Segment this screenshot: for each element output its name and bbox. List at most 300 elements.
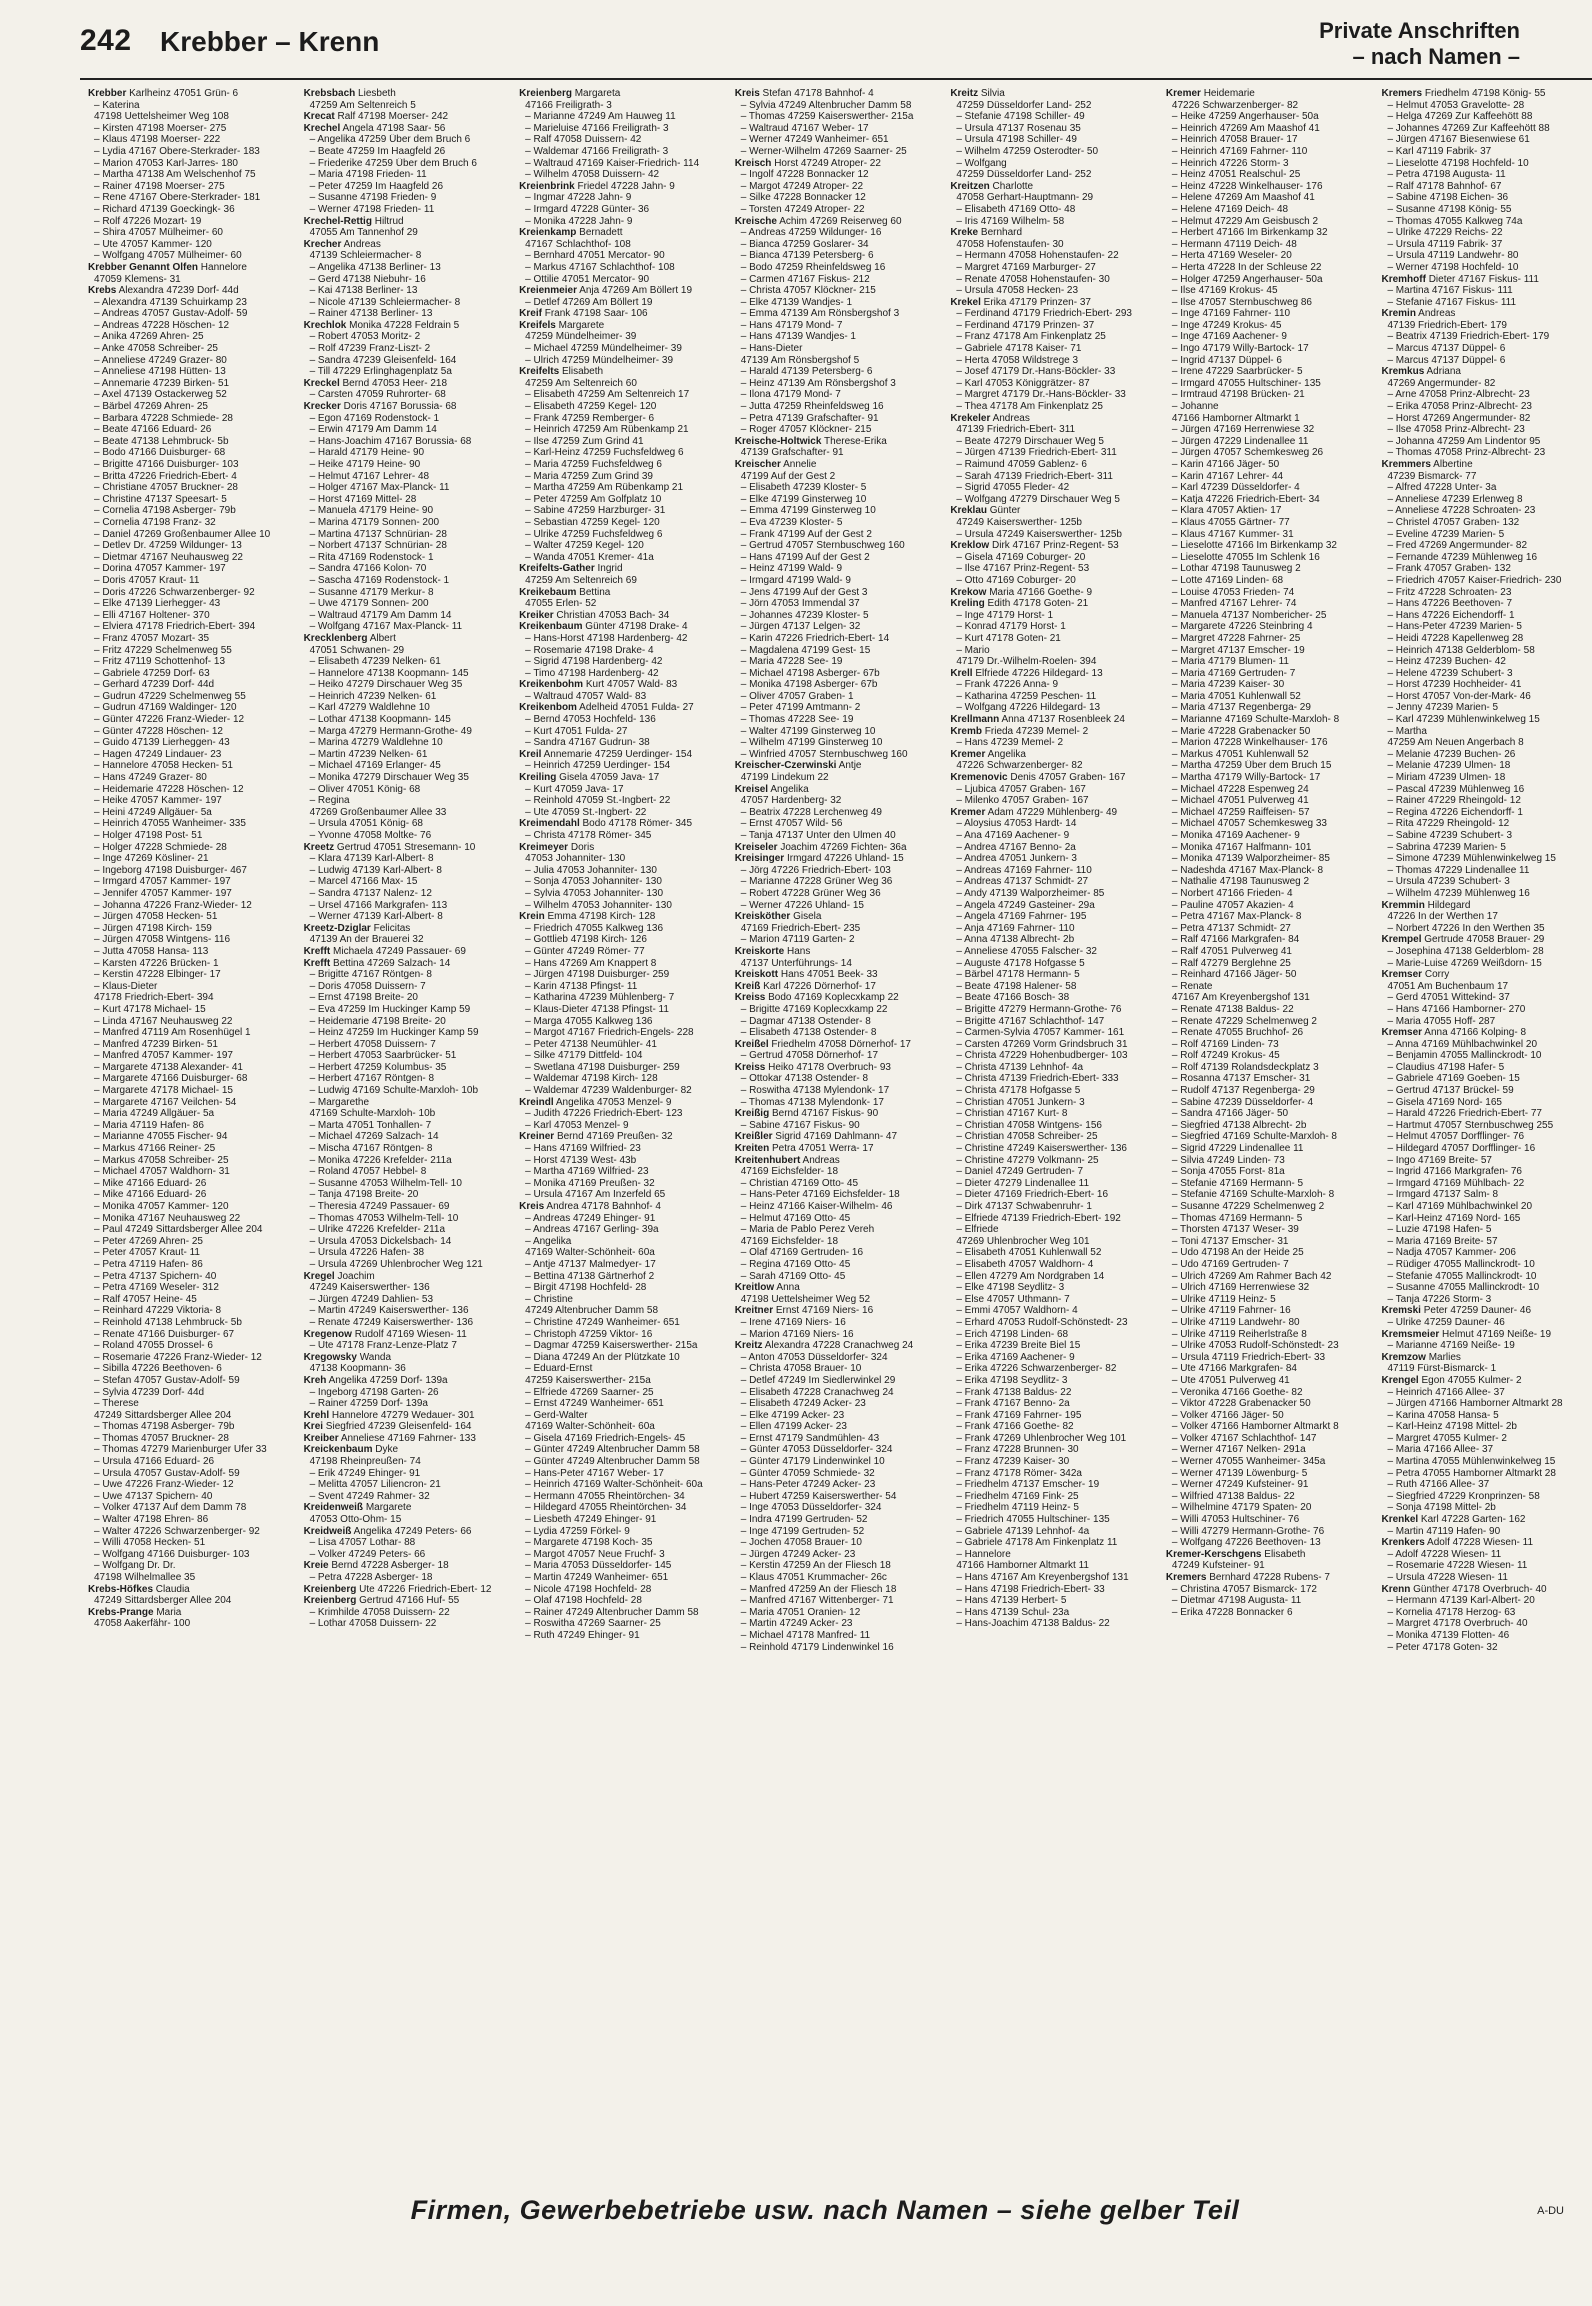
listing-entry [950, 1363, 1157, 1375]
entry-text: – Lieselotte 47166 Im Birkenkamp 32 [1171, 540, 1337, 552]
entry-text: – Simone 47239 Mühlenwinkelweg 15 [1387, 853, 1556, 865]
entry-text: – Elisabeth 47239 Kloster- 5 [740, 482, 867, 494]
entry-text: – Anneliese 47055 Falscher- 32 [956, 945, 1097, 957]
listing-entry [1166, 1236, 1373, 1248]
entry-text: – Jutta 47058 Hansa- 113 [94, 945, 209, 957]
listing-entry [1166, 1444, 1373, 1456]
entry-text: – Roland 47055 Drossel- 6 [94, 1340, 213, 1352]
entry-text: – Miriam 47239 Ulmen- 18 [1387, 772, 1506, 784]
listing-entry [950, 1387, 1157, 1399]
entry-text: – Franz 47228 Brunnen- 30 [956, 1444, 1079, 1456]
surname: Kreiss [734, 1061, 766, 1073]
entry-text: – Herta 47058 Wildstrege 3 [956, 354, 1079, 366]
surname: Krebs [88, 285, 117, 297]
entry-text: – Axel 47139 Ostackerweg 52 [94, 389, 227, 401]
listing-entry [519, 505, 726, 517]
listing-entry [1381, 366, 1588, 378]
entry-text: – Marion 47119 Garten- 2 [740, 934, 855, 946]
entry-text: – Irmgard 47055 Hultschiner- 135 [1171, 377, 1321, 389]
listing-entry [88, 714, 295, 726]
entry-text: – Jenny 47239 Marien- 5 [1387, 702, 1499, 714]
entry-text: – Werner 47226 Uhland- 15 [740, 899, 864, 911]
listing-entry [304, 285, 511, 297]
entry-text: – Irmtraud 47198 Brücken- 21 [1171, 389, 1305, 401]
entry-text: – Marianne 47169 Schulte-Marxloh- 8 [1171, 714, 1340, 726]
listing-entry [1166, 1201, 1373, 1213]
listing-entry [88, 1247, 295, 1259]
entry-text: Albert [367, 632, 396, 644]
listing-entry [1166, 1189, 1373, 1201]
entry-text: – Werner 47249 Kufsteiner- 91 [1171, 1479, 1309, 1491]
entry-text: – Ursula 47249 Kaiserswerther- 125b [956, 528, 1122, 540]
entry-text: – Ursula 47269 Uhlenbrocher Weg 121 [309, 1258, 483, 1270]
listing-entry [519, 911, 726, 923]
entry-text: – Cornelia 47198 Franz- 32 [94, 516, 216, 528]
entry-text: 47137 Unterführungs- 14 [740, 957, 852, 969]
listing-entry [1381, 760, 1588, 772]
entry-text: – Carmen 47167 Fiskus- 212 [740, 273, 870, 285]
entry-text: – Karin 47167 Lehrer- 44 [1171, 470, 1284, 482]
entry-text: – Kirsten 47198 Moerser- 275 [94, 122, 227, 134]
listing-entry [88, 1363, 295, 1375]
entry-text: – Katharina 47259 Peschen- 11 [956, 690, 1097, 702]
listing-entry [735, 1247, 942, 1259]
entry-text: – Hagen 47249 Lindauer- 23 [94, 748, 222, 760]
entry-text: – Thomas 47198 Asberger- 79b [94, 1421, 235, 1433]
listing-entry [950, 958, 1157, 970]
listing-entry [304, 529, 511, 541]
listing-entry [88, 1433, 295, 1445]
listing-entry [519, 923, 726, 935]
entry-text: – Klaus-Dieter [94, 980, 158, 992]
listing-entry [304, 146, 511, 158]
listing-entry [950, 274, 1157, 286]
entry-text: – Ursula 47228 Wiesen- 11 [1387, 1572, 1508, 1583]
entry-text: – Frank 47199 Auf der Gest 2 [740, 528, 872, 540]
entry-text: – Maria 47239 Kaiser- 30 [1171, 679, 1285, 691]
listing-entry [1381, 992, 1588, 1004]
listing-entry [304, 1155, 511, 1167]
entry-text: – Beate 47198 Halener- 58 [956, 980, 1077, 992]
listing-entry [1166, 1224, 1373, 1236]
listing-entry [88, 100, 295, 112]
listing-entry [519, 1526, 726, 1538]
listing-entry [304, 447, 511, 459]
entry-text: – Franz 47178 Römer- 342a [956, 1467, 1082, 1479]
entry-text: Gertrude 47058 Brauer- 29 [1421, 934, 1545, 946]
entry-text: Adolf 47228 Wiesen- 11 [1424, 1537, 1534, 1549]
listing-entry [1381, 378, 1588, 390]
listing-entry [950, 227, 1157, 239]
entry-text: Doris 47167 Borussia- 68 [340, 401, 457, 413]
listing-entry [304, 934, 511, 946]
entry-text: – Krimhilde 47058 Duissern- 22 [309, 1606, 450, 1618]
listing-entry [950, 1097, 1157, 1109]
listing-entry [950, 1073, 1157, 1085]
entry-text: – Theresia 47249 Passauer- 69 [309, 1201, 450, 1212]
listing-entry [1381, 1607, 1588, 1619]
listing-entry [950, 1595, 1157, 1607]
listing-entry [304, 818, 511, 830]
listing-entry [1166, 401, 1373, 413]
listing-entry [1381, 494, 1588, 506]
entry-text: – Manfred 47167 Lehrer- 74 [1171, 598, 1297, 610]
listing-entry [519, 1595, 726, 1607]
entry-text: – Margot 47167 Friedrich-Engels- 228 [525, 1027, 694, 1039]
entry-text: – Linda 47167 Neuhausweg 22 [94, 1015, 233, 1027]
entry-text: – Helga 47269 Zur Kaffeehött 88 [1387, 111, 1533, 123]
entry-text: Anja 47269 Am Böllert 19 [576, 285, 693, 297]
entry-text: – Nadja 47057 Kammer- 206 [1387, 1247, 1516, 1259]
entry-text: – Siegfried 47169 Schulte-Marxloh- 8 [1171, 1131, 1337, 1143]
entry-text: – Ernst 47057 Wild- 56 [740, 818, 843, 830]
entry-text: – Brigitte 47279 Hermann-Grothe- 76 [956, 1003, 1122, 1015]
entry-text: – Ludwig 47169 Schulte-Marxloh- 10b [309, 1085, 479, 1097]
listing-entry [519, 1305, 726, 1317]
entry-text: – Marie-Luise 47269 Weißdorn- 15 [1387, 957, 1542, 969]
listing-entry [1381, 981, 1588, 993]
listing-entry [735, 1097, 942, 1109]
listing-entry [950, 749, 1157, 761]
listing-entry [304, 1456, 511, 1468]
entry-text: – Sandra 47137 Nalenz- 12 [309, 887, 432, 899]
listing-entry [1381, 888, 1588, 900]
entry-text: – Ute 47166 Markgrafen- 84 [1171, 1363, 1297, 1375]
listing-entry [735, 1224, 942, 1236]
listing-entry [735, 1410, 942, 1422]
listing-entry [304, 575, 511, 587]
entry-text: – Waltraud 47057 Wald- 83 [525, 690, 647, 702]
listing-entry [519, 1421, 726, 1433]
listing-entry [1166, 88, 1373, 100]
entry-text: – Heinz 47139 Am Rönsbergshof 3 [740, 377, 896, 389]
listing-entry [735, 679, 942, 691]
entry-text: – Anna 47169 Mühlbachwinkel 20 [1387, 1038, 1538, 1050]
listing-entry [1166, 1131, 1373, 1143]
entry-text: – Auguste 47178 Hofgasse 5 [956, 957, 1085, 969]
listing-entry [88, 343, 295, 355]
surname: Krecat [303, 111, 335, 123]
entry-text: – Sarah 47139 Friedrich-Ebert- 311 [956, 470, 1113, 482]
listing-entry [1381, 1201, 1588, 1213]
listing-entry [304, 969, 511, 981]
listing-entry [88, 1131, 295, 1143]
listing-entry [1381, 1131, 1588, 1143]
surname: Kreienberg [519, 88, 572, 99]
listing-entry [735, 691, 942, 703]
listing-entry [88, 482, 295, 494]
listing-entry [88, 645, 295, 657]
entry-text: – Ulrike 47226 Krefelder- 211a [309, 1224, 446, 1236]
entry-text: – Margret 47228 Fahrner- 25 [1171, 632, 1301, 644]
entry-text: – Elke 47198 Seydlitz- 3 [956, 1282, 1065, 1294]
entry-text: – Horst 47057 Von-der-Mark- 46 [1387, 690, 1531, 702]
listing-entry [1381, 865, 1588, 877]
entry-text: – Marina 47179 Sonnen- 200 [309, 516, 440, 528]
entry-text: – Erika 47058 Prinz-Albrecht- 23 [1387, 401, 1532, 413]
listing-entry [304, 1595, 511, 1607]
entry-text: – Silke 47179 Dittfeld- 104 [525, 1050, 643, 1062]
listing-entry [88, 992, 295, 1004]
listing-entry [88, 818, 295, 830]
listing-entry [88, 1421, 295, 1433]
listing-entry [1381, 239, 1588, 251]
entry-text: – Udo 47169 Gertruden- 7 [1171, 1258, 1289, 1270]
listing-entry [88, 1352, 295, 1364]
entry-text: Anna [774, 1282, 800, 1294]
entry-text: Andrea 47178 Bahnhof- 4 [544, 1201, 661, 1212]
entry-text: – Hans 47269 Am Knappert 8 [525, 957, 657, 969]
entry-text: – Therese [94, 1398, 139, 1410]
entry-text: – Bodo 47166 Duisburger- 68 [94, 447, 226, 459]
entry-text: – Pauline 47057 Akazien- 4 [1171, 899, 1294, 911]
listing-entry [519, 633, 726, 645]
listing-entry [735, 760, 942, 772]
entry-text: – Kai 47138 Berliner- 13 [309, 285, 418, 297]
entry-text: – Harald 47179 Heine- 90 [309, 447, 425, 459]
entry-text: – Heiko 47279 Dirschauer Weg 35 [309, 679, 463, 691]
entry-text: – Manuela 47179 Heine- 90 [309, 505, 434, 517]
entry-text: – Stefanie 47055 Mallinckrodt- 10 [1387, 1270, 1537, 1282]
listing-entry [735, 934, 942, 946]
listing-entry [88, 772, 295, 784]
entry-text: 47057 Hardenberg- 32 [740, 795, 842, 807]
listing-entry [304, 923, 511, 935]
listing-entry [519, 1143, 726, 1155]
listing-entry [950, 563, 1157, 575]
entry-text: – Wilhelm 47239 Mühlenweg 16 [1387, 887, 1530, 899]
listing-entry [88, 865, 295, 877]
listing-entry [304, 1027, 511, 1039]
entry-text: 47249 Altenbrucher Damm 58 [525, 1305, 659, 1317]
listing-entry [304, 204, 511, 216]
entry-text: Hildegard [1424, 899, 1471, 911]
entry-text: – Sascha 47169 Rodenstock- 1 [309, 574, 450, 586]
entry-text: Alexandra 47239 Dorf- 44d [116, 285, 239, 297]
entry-text: – Thomas 47169 Hermann- 5 [1171, 1212, 1303, 1224]
entry-text: – Herbert 47259 Kolumbus- 35 [309, 1061, 447, 1073]
listing-entry [88, 969, 295, 981]
listing-entry [519, 760, 726, 772]
entry-text: – Elke 47199 Ginsterweg 10 [740, 493, 867, 505]
listing-entry [304, 1213, 511, 1225]
surname: Kreisch [734, 157, 772, 169]
listing-entry [88, 587, 295, 599]
surname: Krechel [303, 122, 341, 134]
listing-entry [950, 1514, 1157, 1526]
listing-entry [88, 378, 295, 390]
listing-entry [88, 552, 295, 564]
entry-text: – Bianca 47259 Goslarer- 34 [740, 238, 869, 250]
listing-entry [735, 517, 942, 529]
surname: Kreitz [734, 1340, 763, 1352]
entry-text: – Sigrid 47198 Hardenberg- 42 [525, 656, 663, 668]
listing-entry [519, 1236, 726, 1248]
listing-entry [519, 702, 726, 714]
listing-entry [950, 1178, 1157, 1190]
entry-text: – Antje 47137 Malmedyer- 17 [525, 1258, 656, 1270]
entry-text: – Torsten 47249 Atroper- 22 [740, 203, 865, 215]
entry-text: – Wilfried 47138 Baldus- 22 [1171, 1490, 1295, 1502]
entry-text: – Reinhold 47138 Lehmbruck- 5b [94, 1316, 242, 1328]
entry-text: – Maria 47055 Hoff- 287 [1387, 1015, 1496, 1027]
listing-entry [950, 517, 1157, 529]
listing-entry [950, 737, 1157, 749]
listing-entry [304, 830, 511, 842]
entry-text: – Sonja 47053 Johanniter- 130 [525, 876, 662, 888]
listing-entry [1166, 923, 1373, 935]
surname: Kreiten [734, 1143, 770, 1155]
entry-text: 47053 Johanniter- 130 [525, 853, 626, 865]
entry-text: – Erika 47169 Aachener- 9 [956, 1351, 1075, 1363]
entry-text: – Michael 47259 Mündelheimer- 39 [525, 343, 682, 355]
entry-text: – Svent 47249 Rahmer- 32 [309, 1490, 430, 1502]
listing-entry [1166, 1305, 1373, 1317]
listing-entry [950, 865, 1157, 877]
listing-entry [88, 88, 295, 100]
entry-text: – Toni 47137 Emscher- 31 [1171, 1235, 1289, 1247]
surname: Kreif [519, 308, 542, 320]
entry-text: – Uwe 47137 Spichern- 40 [94, 1490, 213, 1502]
entry-text: – Franz 47057 Mozart- 35 [94, 632, 210, 644]
listing-entry [304, 1444, 511, 1456]
entry-text: 47269 Angermunder- 82 [1387, 377, 1496, 389]
entry-text: – Monika 47167 Halfmann- 101 [1171, 841, 1312, 853]
entry-text: Gertrud 47166 Huf- 55 [356, 1595, 460, 1607]
listing-entry [1381, 1444, 1588, 1456]
listing-entry [88, 1329, 295, 1341]
listing-entry [735, 1456, 942, 1468]
entry-text: – Ernst 47179 Sandmühlen- 43 [740, 1432, 880, 1444]
entry-text: – Ulrike 47229 Reichs- 22 [1387, 227, 1503, 239]
entry-text: – Norbert 47226 In den Werthen 35 [1387, 922, 1545, 934]
listing-entry [304, 1502, 511, 1514]
listing-entry [88, 760, 295, 772]
entry-text: – Wilhelm 47058 Duissern- 42 [525, 169, 660, 181]
entry-text: – Sabine 47239 Schubert- 3 [1387, 830, 1513, 841]
listing-entry [1166, 204, 1373, 216]
listing-entry [304, 471, 511, 483]
surname: Kreh [303, 1374, 327, 1386]
entry-text: – Ernst 47249 Wanheimer- 651 [525, 1398, 664, 1410]
entry-text: 47138 Koopmann- 36 [309, 1363, 406, 1375]
listing-entry [519, 262, 726, 274]
listing-entry [950, 1317, 1157, 1329]
surname: Krecher [303, 238, 342, 250]
listing-entry [1166, 563, 1373, 575]
listing-entry [950, 1271, 1157, 1283]
listing-entry [88, 401, 295, 413]
surname: Kreienmeier [519, 285, 577, 297]
listing-entry [88, 320, 295, 332]
listing-entry [519, 192, 726, 204]
entry-text: – Ingolf 47228 Bonnacker 12 [740, 169, 869, 181]
entry-text: – Ursula 47119 Fabrik- 37 [1387, 238, 1503, 250]
entry-text: Liesbeth [355, 88, 396, 99]
listing-entry [1166, 1259, 1373, 1271]
entry-text: – Elfriede 47269 Saarner- 25 [525, 1386, 654, 1398]
listing-entry [519, 355, 726, 367]
entry-text: – Karin 47166 Jäger- 50 [1171, 459, 1280, 470]
listing-entry [519, 378, 726, 390]
listing-entry [1381, 818, 1588, 830]
entry-text: – Angela 47169 Fahrner- 195 [956, 911, 1087, 923]
listing-entry [1166, 1363, 1373, 1375]
surname: Kreidenweiß [303, 1502, 364, 1514]
listing-entry [519, 853, 726, 865]
listing-entry [519, 656, 726, 668]
surname: Krekel [950, 296, 981, 308]
entry-text: – Alexandra 47139 Schuirkamp 23 [94, 296, 247, 308]
entry-text: Petra 47051 Werra- 17 [769, 1143, 874, 1155]
listing-entry [304, 1294, 511, 1306]
listing-entry [519, 1282, 726, 1294]
entry-text: Frieda 47239 Memel- 2 [982, 725, 1089, 737]
entry-text: Andreas [1415, 308, 1456, 320]
listing-entry [1381, 1271, 1588, 1283]
listing-entry [1166, 424, 1373, 436]
listing-entry [950, 772, 1157, 784]
entry-text: – Thomas 47057 Bruckner- 28 [94, 1432, 229, 1444]
listing-entry [735, 401, 942, 413]
listing-entry [735, 1375, 942, 1387]
listing-entry [519, 274, 726, 286]
listing-entry [304, 424, 511, 436]
listing-entry [735, 1259, 942, 1271]
entry-text: – Ljubica 47057 Graben- 167 [956, 783, 1086, 795]
entry-text: – Marion 47053 Karl-Jarres- 180 [94, 157, 238, 169]
listing-entry [735, 656, 942, 668]
listing-entry [950, 621, 1157, 633]
listing-entry [88, 1073, 295, 1085]
listing-entry [950, 784, 1157, 796]
listing-entry [1166, 123, 1373, 135]
entry-text: – Roswitha 47269 Saarner- 25 [525, 1618, 661, 1630]
entry-text: – Petra 47167 Max-Planck- 8 [1171, 911, 1302, 923]
listing-entry [304, 1317, 511, 1329]
entry-text: – Ulrich 47269 Am Rahmer Bach 42 [1171, 1270, 1332, 1282]
entry-text: 47259 Am Seltenreich 5 [309, 99, 416, 111]
entry-text: – Hans-Peter 47249 Acker- 23 [740, 1479, 876, 1491]
listing-entry [1381, 934, 1588, 946]
listing-entry [304, 494, 511, 506]
listing-entry [735, 1329, 942, 1341]
listing-entry [950, 181, 1157, 193]
listing-entry [1166, 158, 1373, 170]
listing-entry [304, 1097, 511, 1109]
listing-entry [519, 100, 726, 112]
listing-entry [735, 1352, 942, 1364]
surname: Kreiker [519, 609, 554, 621]
listing-entry [735, 737, 942, 749]
listing-entry [1381, 1398, 1588, 1410]
entry-text: – Shira 47057 Mülheimer- 60 [94, 227, 223, 239]
surname: Kremhoff [1381, 273, 1426, 285]
entry-text: – Michael 47269 Salzach- 14 [309, 1131, 439, 1143]
entry-text: Rudolf 47169 Wiesen- 11 [351, 1328, 467, 1340]
entry-text: – Lydia 47167 Obere-Sterkrader- 183 [94, 145, 260, 157]
listing-entry [1166, 1247, 1373, 1259]
entry-text: – Sylvia 47249 Altenbrucher Damm 58 [740, 99, 912, 111]
listing-entry [950, 1560, 1157, 1572]
listing-entry [735, 702, 942, 714]
listing-entry [950, 1502, 1157, 1514]
entry-text: – Petra 47198 Augusta- 11 [1387, 169, 1506, 181]
listing-entry [304, 1433, 511, 1445]
listing-entry [304, 1247, 511, 1259]
entry-text: Dirk 47167 Prinz-Regent- 53 [989, 540, 1119, 552]
entry-text: – Andreas 47249 Ehinger- 91 [525, 1212, 656, 1224]
